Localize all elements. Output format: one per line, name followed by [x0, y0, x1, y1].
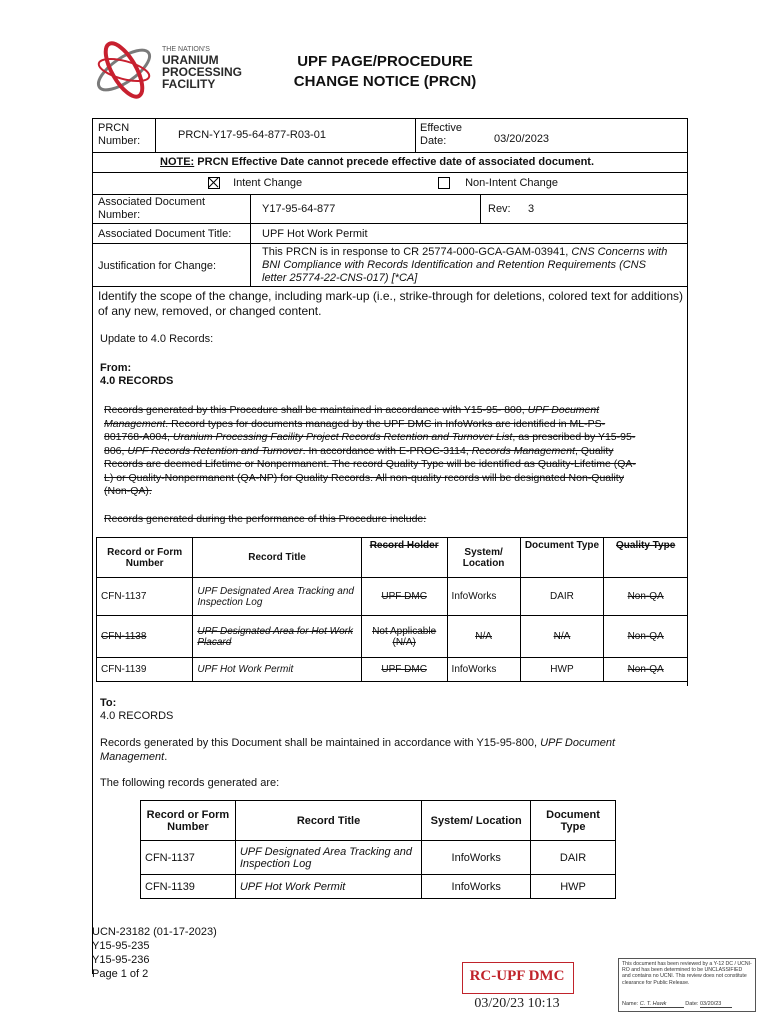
from-row1-system: InfoWorks — [447, 578, 520, 616]
to-row2-number: CFN-1139 — [141, 875, 236, 899]
stamp-label: RC-UPF DMC — [469, 968, 565, 984]
to-para-b: UPF Document Management — [100, 737, 616, 763]
from-header-record-number: Record or Form Number — [97, 538, 193, 578]
title-line-1: UPF PAGE/PROCEDURE — [297, 53, 473, 70]
to-label: To: — [100, 697, 117, 709]
prcn-number-value: PRCN-Y17-95-64-877-R03-01 — [178, 129, 326, 141]
effective-date-label: Effective Date: — [420, 122, 462, 147]
non-intent-change-checkbox[interactable] — [438, 177, 450, 189]
from-row2-number: CFN-1138 — [97, 616, 193, 658]
note-prefix: NOTE: — [160, 156, 195, 168]
footer-doc-2: Y15-95-236 — [92, 954, 150, 966]
from-heading: 4.0 RECORDS — [100, 375, 174, 387]
justification-text — [262, 246, 672, 285]
note — [160, 156, 594, 169]
intent-change-checkbox[interactable] — [208, 177, 220, 189]
records-center-stamp — [462, 962, 574, 1014]
from-row1-number: CFN-1137 — [97, 578, 193, 616]
from-para-b: UPF Document Management — [104, 404, 600, 430]
to-row2-system: InfoWorks — [422, 875, 531, 899]
to-row1-title: UPF Designated Area Tracking and Inspection Log — [235, 841, 421, 875]
from-para-i: , Quality Records are deemed Lifetime or Nonpermanent. The record Quality Type will be identified as Quality-Lifetime (QA-L) or Quality-Nonpermanent (QA-NP) for Quality Records. All non-quality records will be designated Non-Quality (Non-QA). — [104, 444, 636, 497]
prcn-number-label: PRCN Number: — [98, 122, 141, 147]
from-intro: Records generated during the performance of this Procedure include: — [104, 513, 427, 525]
associated-document-number-label: Associated Document Number: — [98, 196, 205, 221]
from-header-record-holder: Record Holder — [361, 538, 447, 578]
footer-doc-1: Y15-95-235 — [92, 940, 150, 952]
from-table-header — [97, 538, 688, 578]
update-text: Update to 4.0 Records: — [100, 333, 214, 345]
table-row — [97, 658, 688, 682]
to-row2-doc-type: HWP — [531, 875, 616, 899]
from-header-record-title: Record Title — [193, 538, 361, 578]
table-row — [141, 841, 616, 875]
logo-line-facility: FACILITY — [162, 77, 216, 91]
footer-page: Page 1 of 2 — [92, 968, 149, 980]
from-header-quality-type: Quality Type — [604, 538, 688, 578]
table-row — [97, 616, 688, 658]
from-records-table — [96, 537, 688, 682]
to-para-a: Records generated by this Document shall be maintained in accordance with Y15-95-800, — [100, 737, 541, 749]
atom-logo-icon — [90, 34, 160, 104]
to-records-table — [140, 800, 616, 899]
intent-change-option[interactable] — [208, 177, 302, 190]
from-row2-quality: Non-QA — [604, 616, 688, 658]
from-row2-holder: Not Applicable (N/A) — [361, 616, 447, 658]
from-para-g: . In accordance with E-PROC-3114, — [302, 444, 472, 457]
logo-line-uranium: URANIUM — [162, 53, 219, 67]
to-table-header — [141, 801, 616, 841]
scope-instructions: Identify the scope of the change, including mark-up (i.e., strike-through for deletions, colored text for additions) of any new, removed, or changed content. — [98, 289, 683, 318]
to-header-system-location: System/ Location — [422, 801, 531, 841]
from-label: From: — [100, 362, 132, 374]
non-intent-change-label: Non-Intent Change — [465, 177, 559, 189]
from-header-document-type: Document Type — [520, 538, 604, 578]
from-row1-quality: Non-QA — [604, 578, 688, 616]
from-row1-title: UPF Designated Area Tracking and Inspection Log — [193, 578, 361, 616]
from-para-e: , as prescribed by Y15-95-806, — [104, 431, 636, 457]
justification-plain: This PRCN is in response to CR 25774-000-GCA-GAM-03941, — [262, 246, 572, 258]
to-row2-title: UPF Hot Work Permit — [235, 875, 421, 899]
to-header-document-type: Document Type — [531, 801, 616, 841]
review-name-label: Name: — [622, 1000, 639, 1007]
review-name-value: C. T. Hawk — [640, 1001, 684, 1008]
stamp-datetime: 03/20/23 10:13 — [474, 996, 560, 1011]
footer-ucn: UCN-23182 (01-17-2023) — [92, 926, 217, 938]
table-row — [141, 875, 616, 899]
rev-value: 3 — [528, 203, 535, 215]
note-text: PRCN Effective Date cannot precede effective date of associated document. — [194, 156, 595, 168]
associated-document-title-label: Associated Document Title: — [98, 228, 232, 240]
from-row2-title: UPF Designated Area for Hot Work Placard — [193, 616, 361, 658]
to-paragraph — [100, 736, 660, 764]
table-row — [97, 578, 688, 616]
from-row2-system: N/A — [447, 616, 520, 658]
effective-date-value: 03/20/2023 — [494, 133, 550, 145]
justification-italic: CNS Concerns with BNI Compliance with Records Identification and Retention Requirements (CNS letter 25774-22-CNS-017) [*CA] — [262, 246, 668, 284]
review-statement: This document has been reviewed by a Y-12 DC / UCNI-RO and has been determined to be UNCLASSIFIED and contains no UCNI. This review does not constitute clearance for Public Release. — [622, 961, 752, 986]
non-intent-change-option[interactable] — [438, 177, 558, 190]
to-header-record-number: Record or Form Number — [141, 801, 236, 841]
intent-change-label: Intent Change — [233, 177, 303, 189]
justification-label: Justification for Change: — [98, 260, 217, 272]
from-para-d: Uranium Processing Facility Project Records Retention and Turnover List — [172, 431, 513, 443]
review-name-row — [622, 1001, 732, 1008]
associated-document-title-value: UPF Hot Work Permit — [262, 228, 368, 240]
from-row3-quality: Non-QA — [604, 658, 688, 682]
logo-tagline: THE NATION'S — [162, 46, 210, 53]
title-line-2: CHANGE NOTICE (PRCN) — [293, 73, 477, 90]
from-para-h: Records Management — [471, 444, 575, 457]
from-row3-title: UPF Hot Work Permit — [193, 658, 361, 682]
from-row3-holder: UPF DMC — [361, 658, 447, 682]
from-row2-doc-type: N/A — [520, 616, 604, 658]
associated-document-number-value: Y17-95-64-877 — [262, 203, 336, 215]
review-date-value: 03/20/23 — [700, 1001, 732, 1008]
to-row1-system: InfoWorks — [422, 841, 531, 875]
review-date-label: Date: — [685, 1000, 699, 1007]
to-row1-number: CFN-1137 — [141, 841, 236, 875]
to-intro: The following records generated are: — [100, 777, 280, 789]
from-row3-doc-type: HWP — [520, 658, 604, 682]
from-row3-system: InfoWorks — [447, 658, 520, 682]
to-para-c: . — [164, 751, 168, 763]
classification-review-box — [618, 958, 756, 1012]
from-para-a: Records generated by this Procedure shall be maintained in accordance with Y15-95- 800, — [104, 404, 528, 416]
uranium-processing-facility-logo — [90, 34, 260, 104]
to-heading: 4.0 RECORDS — [100, 710, 174, 722]
from-header-system-location: System/ Location — [447, 538, 520, 578]
footer-info — [92, 925, 217, 981]
document-title — [270, 52, 500, 92]
to-header-record-title: Record Title — [235, 801, 421, 841]
from-row1-holder: UPF DMC — [361, 578, 447, 616]
from-row3-number: CFN-1139 — [97, 658, 193, 682]
from-row1-doc-type: DAIR — [520, 578, 604, 616]
rev-label: Rev: — [488, 203, 511, 215]
from-para-c: . Record types for documents managed by the UPF DMC in InfoWorks are identified in ML-PS-801768-A004, — [104, 417, 606, 443]
from-paragraph — [104, 404, 639, 499]
to-row1-doc-type: DAIR — [531, 841, 616, 875]
logo-line-processing: PROCESSING — [162, 65, 243, 79]
from-para-f: UPF Records Retention and Turnover — [127, 444, 303, 457]
